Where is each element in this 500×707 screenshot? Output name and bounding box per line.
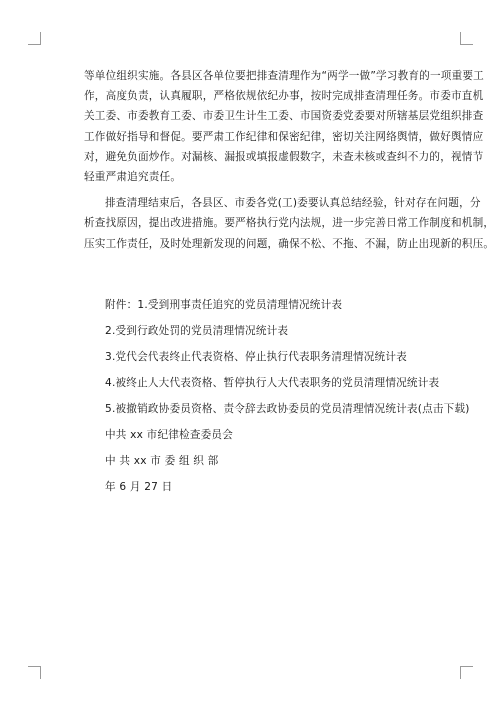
- attachment-item-2: 2.受到行政处罚的党员清理情况统计表: [105, 325, 289, 337]
- signature-date: 年 6 月 27 日: [105, 481, 173, 493]
- crop-mark-bottom-right: [460, 666, 473, 679]
- paragraph-1: [84, 66, 484, 187]
- text-line: 工作做好指导和督促。要严肃工作纪律和保密纪律，密切关注网络舆情，做好舆情应: [84, 130, 484, 143]
- text-line: 排查清理结束后，各县区、市委各党(工)委要认真总结经验，针对存在问题，分: [105, 197, 481, 210]
- paragraph-2: [84, 193, 495, 254]
- attachment-list: [84, 292, 470, 500]
- text-line: 轻重严肃追究责任。: [84, 170, 182, 183]
- text-line: 压实工作责任，及时处理新发现的问题，确保不松、不拖、不漏，防止出现新的积压。: [84, 237, 495, 250]
- text-line: 关工委、市委教育工委、市委卫生计生工委、市国资委党委要对所辖基层党组织排查: [84, 110, 484, 123]
- signature-organization-department: 中 共 xx 市 委 组 织 部: [105, 455, 219, 467]
- crop-mark-bottom-left: [28, 666, 41, 679]
- text-line: 对，避免负面炒作。对漏核、漏报或填报虚假数字，未查未核或查纠不力的，视情节: [84, 150, 484, 163]
- attachment-item-4: 4.被终止人大代表资格、暂停执行人大代表职务的党员清理情况统计表: [105, 377, 440, 389]
- attachment-item-3: 3.党代会代表终止代表资格、停止执行代表职务清理情况统计表: [105, 351, 407, 363]
- signature-discipline-commission: 中共 xx 市纪律检查委员会: [105, 429, 234, 441]
- text-line: 等单位组织实施。各县区各单位要把排查清理作为“两学一做”学习教育的一项重要工: [84, 70, 484, 82]
- body-text: [84, 66, 495, 254]
- text-line: 析查找原因，提出改进措施。要严格执行党内法规，进一步完善日常工作制度和机制，: [84, 217, 495, 230]
- text-line: 作，高度负责，认真履职，严格依规依纪办事，按时完成排查清理任务。市委市直机: [84, 90, 484, 103]
- attachment-item-5[interactable]: 5.被撤销政协委员资格、责令辞去政协委员的党员清理情况统计表(点击下载): [105, 403, 470, 415]
- crop-mark-top-right: [460, 32, 473, 45]
- crop-mark-top-left: [28, 32, 41, 45]
- attachment-item-1: 附件：1.受到刑事责任追究的党员清理情况统计表: [105, 299, 343, 311]
